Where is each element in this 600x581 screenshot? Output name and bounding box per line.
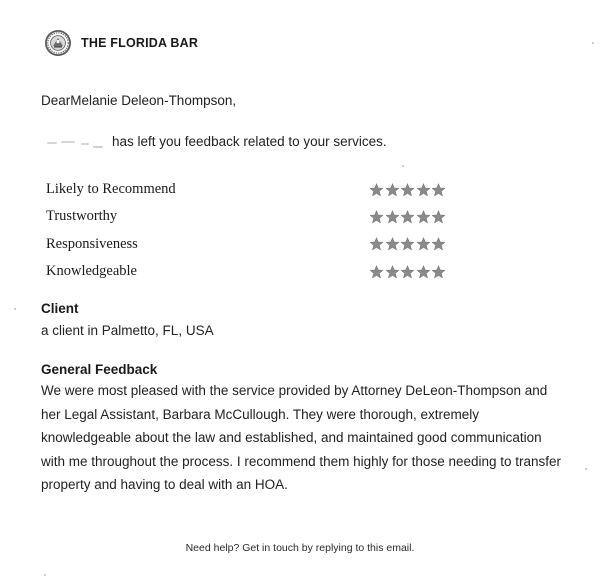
florida-bar-seal-icon — [44, 29, 72, 57]
star-icon — [431, 265, 446, 279]
rating-label: Likely to Recommend — [46, 181, 176, 198]
star-icon — [369, 183, 384, 197]
star-rating — [369, 210, 447, 224]
star-icon — [431, 210, 446, 224]
star-icon — [400, 183, 415, 197]
star-icon — [385, 237, 400, 251]
star-icon — [416, 237, 431, 251]
star-icon — [400, 265, 415, 279]
rating-label: Responsiveness — [46, 235, 138, 252]
client-heading: Client — [41, 301, 79, 316]
help-footer: Need help? Get in touch by replying to this email. — [185, 542, 415, 554]
star-icon — [369, 210, 384, 224]
org-name: THE FLORIDA BAR — [81, 36, 199, 50]
general-feedback-text: We were most pleased with the service provided by Attorney DeLeon-Thompson and her Legal Assistant, Barbara McCullough. They were thorough, extremely knowledgeable about the law and established, and maintained good communication with me throughout the process. I recommend them highly for those needing to transfer property and having to deal with an HOA. — [41, 383, 562, 492]
scan-speck — [44, 574, 46, 576]
ratings-list — [46, 176, 456, 285]
redacted-reviewer-name — [45, 136, 107, 148]
star-icon — [416, 210, 431, 224]
rating-label: Knowledgeable — [46, 263, 137, 280]
star-icon — [400, 237, 415, 251]
email-header — [44, 27, 198, 59]
star-icon — [431, 183, 446, 197]
star-icon — [416, 183, 431, 197]
star-icon — [385, 183, 400, 197]
star-icon — [431, 237, 446, 251]
star-icon — [369, 237, 384, 251]
rating-label: Trustworthy — [46, 208, 118, 225]
intro-line — [45, 134, 387, 149]
rating-row — [46, 176, 456, 203]
star-rating — [369, 237, 447, 251]
intro-text: has left you feedback related to your services. — [112, 134, 387, 149]
star-rating — [369, 183, 447, 197]
star-icon — [385, 210, 400, 224]
star-icon — [369, 265, 384, 279]
rating-row — [46, 231, 456, 258]
star-icon — [416, 265, 431, 279]
star-icon — [400, 210, 415, 224]
rating-row — [46, 258, 456, 285]
general-feedback-heading: General Feedback — [41, 362, 158, 377]
scan-speck — [402, 165, 404, 167]
client-location: a client in Palmetto, FL, USA — [41, 323, 214, 338]
star-rating — [369, 265, 447, 279]
greeting: DearMelanie Deleon-Thompson, — [41, 93, 237, 108]
star-icon — [385, 265, 400, 279]
scan-speck — [592, 42, 594, 44]
scan-speck — [585, 468, 587, 470]
scan-speck — [14, 308, 16, 310]
rating-row — [46, 203, 456, 230]
